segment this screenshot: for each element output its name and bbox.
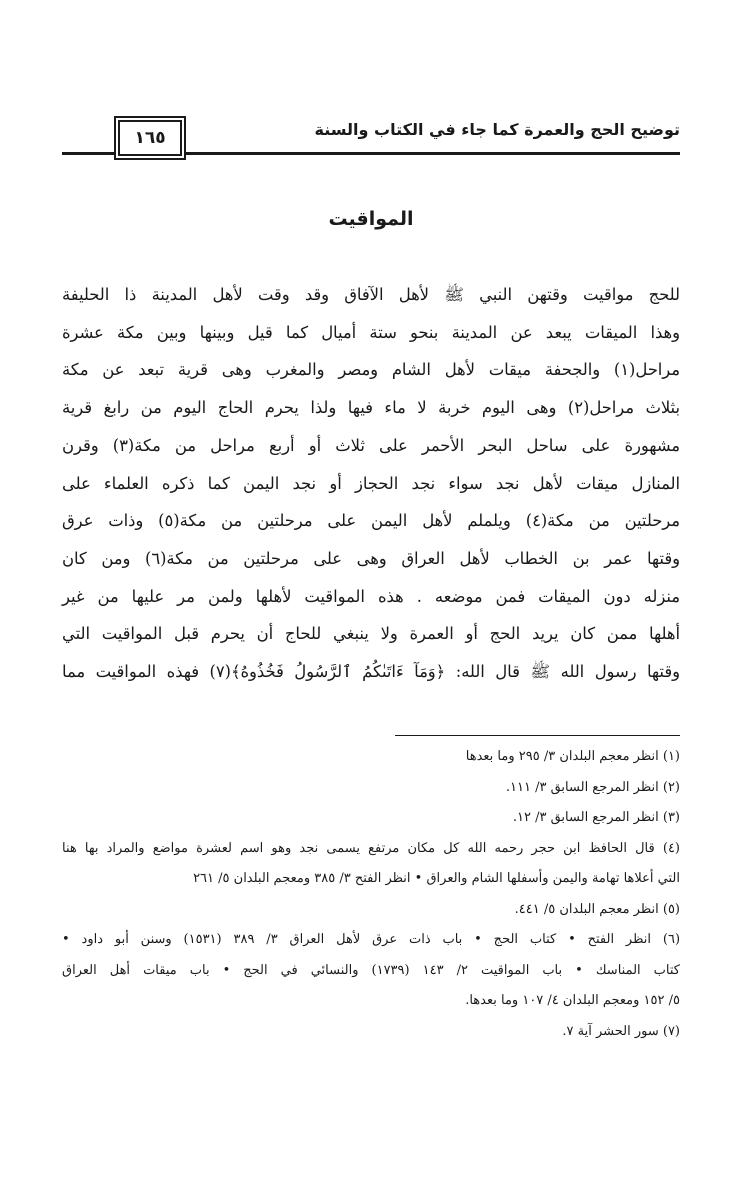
body-text <box>62 276 680 691</box>
footnote-continuation: ٥/ ١٥٢ ومعجم البلدان ٤/ ١٠٧ وما بعدها. <box>465 993 680 1008</box>
footnote-separator <box>395 735 680 736</box>
footnotes <box>62 742 680 1047</box>
body-line: مراحل(١) والجحفة ميقات لأهل الشام ومصر والمغرب وهى قرية تبعد عن مكة <box>62 360 680 380</box>
running-title: توضيح الحج والعمرة كما جاء في الكتاب والسنة <box>314 120 680 139</box>
footnote: (٣) انظر المرجع السابق ٣/ ١٢. <box>512 810 680 825</box>
footnote-continuation: كتاب المناسك • باب المواقيت ٢/ ١٤٣ (١٧٣٩) والنسائي في الحج • باب ميقات أهل العراق <box>62 962 680 978</box>
footnote: (٢) انظر المرجع السابق ٣/ ١١١. <box>505 779 680 795</box>
footnote: (٥) انظر معجم البلدان ٥/ ٤٤١. <box>514 901 680 917</box>
footnote-continuation: التي أعلاها تهامة واليمن وأسفلها الشام والعراق • انظر الفتح ٣/ ٣٨٥ ومعجم البلدان ٥/ ٢٦١ <box>193 871 680 886</box>
footnote: (٤) قال الحافظ ابن حجر رحمه الله كل مكان مرتفع يسمى نجد وهو اسم لعشرة مواضع والمراد بها هنا <box>62 840 680 856</box>
body-line: وهذا الميقات يبعد عن المدينة بنحو ستة أميال كما قيل وبينها وبين مكة عشرة <box>62 322 680 342</box>
page-header <box>62 114 680 164</box>
body-line: منزله دون الميقات فمن موضعه . هذه المواقيت لأهلها ولمن مر عليها من غير <box>62 586 680 606</box>
body-line: وقتها رسول الله ﷺ قال الله: ﴿وَمَآ ءَاتَىٰكُمُ ٱلرَّسُولُ فَخُذُوهُ﴾(٧) فهذه المواقيت مما <box>62 662 680 682</box>
footnote: (١) انظر معجم البلدان ٣/ ٢٩٥ وما بعدها <box>465 749 680 764</box>
body-line: مشهورة على ساحل البحر الأحمر على ثلاث أو أربع مراحل من مكة(٣) وقرن <box>62 435 680 455</box>
body-line: للحج مواقيت وقتهن النبي ﷺ لأهل الآفاق وقد وقت لأهل المدينة ذا الحليفة <box>62 285 680 304</box>
footnote: (٦) انظر الفتح • كتاب الحج • باب ذات عرق لأهل العراق ٣/ ٣٨٩ (١٥٣١) وسنن أبو داود • <box>62 932 681 947</box>
body-line: وقتها عمر بن الخطاب لأهل العراق وهى على مرحلتين من مكة(٦) ومن كان <box>62 548 680 568</box>
body-line: مرحلتين من مكة(٤) ويلملم لأهل اليمن على مرحلتين من مكة(٥) وذات عرق <box>62 511 681 531</box>
body-line: بثلاث مراحل(٢) وهى اليوم خربة لا ماء فيها ولذا يحرم الحاج اليوم من رابغ قرية <box>62 398 680 418</box>
section-title: المواقيت <box>328 208 414 230</box>
page-number: ١٦٥ <box>118 120 182 156</box>
footnote: (٧) سور الحشر آية ٧. <box>562 1023 680 1039</box>
body-line: المنازل ميقات لأهل نجد سواء نجد الحجاز أو نجد اليمن كما ذكره العلماء على <box>62 473 680 493</box>
body-line: أهلها ممن كان يريد الحج أو العمرة ولا ينبغي للحاج أن يحرم قبل المواقيت التي <box>62 624 680 644</box>
